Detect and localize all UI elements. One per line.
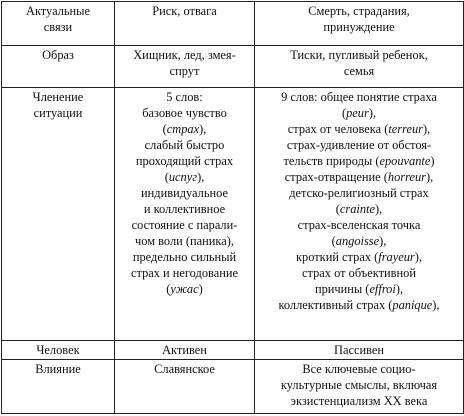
cell-line: проходящий страх — [135, 154, 234, 168]
cell-person-risk — [115, 341, 255, 360]
cell-text: экзистенциализм XX века — [290, 394, 428, 408]
table-header-row — [2, 2, 464, 46]
line-text: кроткий страх ( — [296, 250, 379, 264]
line-text: ( — [331, 234, 336, 248]
cell-line — [118, 281, 251, 297]
cell-line: слабый быстро — [144, 138, 225, 152]
cell-line — [258, 201, 460, 217]
header-text: принуждение — [323, 20, 395, 34]
cell-line — [258, 153, 460, 169]
line-text: ) — [198, 282, 203, 296]
cell-split-death — [255, 88, 464, 341]
cell-text: культурные смыслы, включая — [280, 378, 438, 392]
row-label-person — [2, 341, 115, 360]
cell-text: спрут — [169, 64, 200, 78]
table-row-split — [2, 88, 464, 341]
cell-person-death — [255, 341, 464, 360]
header-cell-relations — [2, 2, 115, 46]
line-text: страх-вселенская точка — [297, 218, 421, 232]
cell-text: Все ключевые социо- — [302, 362, 416, 376]
cell-line: и коллективное — [143, 202, 226, 216]
line-text: ( — [164, 170, 169, 184]
cell-text: Человек — [36, 343, 80, 357]
cell-split-risk — [115, 88, 255, 341]
cell-line — [258, 89, 460, 105]
table-row-image — [2, 46, 464, 88]
cell-line: базовое чувство — [142, 106, 227, 120]
header-cell-death — [255, 2, 464, 46]
cell-line: чом воли (паника), — [135, 234, 234, 248]
table-row-influence — [2, 360, 464, 414]
cell-line — [258, 121, 460, 137]
line-text: ), — [425, 170, 434, 184]
cell-text: ситуации — [33, 106, 83, 120]
line-text: ), — [379, 234, 387, 248]
line-text: ), — [422, 122, 431, 136]
row-label-image — [2, 46, 115, 88]
row-label-influence — [2, 360, 115, 414]
line-text: страх-удивление от обстоя- — [286, 138, 432, 152]
header-cell-risk — [115, 2, 255, 46]
line-text: ), — [199, 122, 207, 136]
cell-line — [258, 137, 460, 153]
term-italic: crainte — [339, 202, 375, 216]
header-text: Актуальные — [26, 4, 90, 18]
term-italic: horreur — [387, 170, 426, 184]
cell-text: Славянское — [154, 362, 215, 376]
cell-line — [258, 233, 460, 249]
line-text: ), — [368, 106, 377, 120]
term-italic: испуг — [168, 170, 198, 184]
cell-text: семья — [343, 64, 375, 78]
term-italic: angoisse — [335, 234, 380, 248]
cell-line — [118, 121, 251, 137]
cell-line: 5 слов: — [166, 90, 203, 104]
cell-line — [258, 281, 460, 297]
cell-text: Влияние — [35, 362, 81, 376]
cell-text: Хищник, лед, змея- — [133, 48, 236, 62]
cell-image-death — [255, 46, 464, 88]
cell-influence-death — [255, 360, 464, 414]
cell-line: предельно сильный — [132, 250, 237, 264]
table-row-person — [2, 341, 464, 360]
cell-line — [118, 169, 251, 185]
cell-text: Тиски, пугливый ребенок, — [290, 48, 428, 62]
cell-line: индивидуальное — [141, 186, 228, 200]
header-text: Риск, отвага — [152, 4, 217, 18]
cell-line: страх и негодование — [131, 266, 238, 280]
line-text: ) — [430, 154, 435, 168]
header-text: связи — [43, 20, 73, 34]
line-text: ), — [375, 202, 383, 216]
line-text: ( — [341, 106, 347, 120]
line-text: коллективный страх ( — [278, 298, 393, 312]
row-label-split — [2, 88, 115, 341]
cell-line — [258, 185, 460, 201]
line-text: причины ( — [314, 282, 370, 296]
cell-line — [258, 297, 460, 313]
line-text: ), — [197, 170, 205, 184]
cell-line — [258, 169, 460, 185]
line-text: страх от человека ( — [287, 122, 389, 136]
cell-text: Активен — [162, 343, 207, 357]
line-text: ( — [162, 122, 167, 136]
line-text: тельств природы ( — [283, 154, 380, 168]
cell-line — [258, 265, 460, 281]
comparison-table — [1, 1, 464, 414]
cell-line — [258, 249, 460, 265]
line-text: ( — [335, 202, 340, 216]
line-text: ( — [166, 282, 171, 296]
term-italic: terreur — [388, 122, 423, 136]
line-text: детско-религиозный страх — [289, 186, 429, 200]
cell-text: Членение — [32, 90, 84, 104]
header-text: Смерть, страдания, — [308, 4, 410, 18]
cell-line — [258, 217, 460, 233]
line-text: 9 слов: общее понятие страха — [281, 90, 437, 104]
cell-text: Пассивен — [334, 343, 384, 357]
line-text: страх от объективной — [302, 266, 416, 280]
line-text: ), — [395, 282, 404, 296]
cell-image-risk — [115, 46, 255, 88]
term-italic: страх — [166, 122, 200, 136]
line-text: страх-отвращение ( — [284, 170, 388, 184]
term-italic: ужас — [170, 282, 199, 296]
line-text: ), — [414, 250, 422, 264]
term-italic: epouvante — [379, 154, 431, 168]
term-italic: frayeur — [378, 250, 415, 264]
cell-line — [258, 105, 460, 121]
cell-text: Образ — [42, 48, 74, 62]
term-italic: peur — [346, 106, 369, 120]
cell-influence-risk — [115, 360, 255, 414]
cell-line: состояние с парали- — [131, 218, 238, 232]
term-italic: effroi — [369, 282, 396, 296]
term-italic: panique — [392, 298, 433, 312]
line-text: ), — [432, 298, 440, 312]
